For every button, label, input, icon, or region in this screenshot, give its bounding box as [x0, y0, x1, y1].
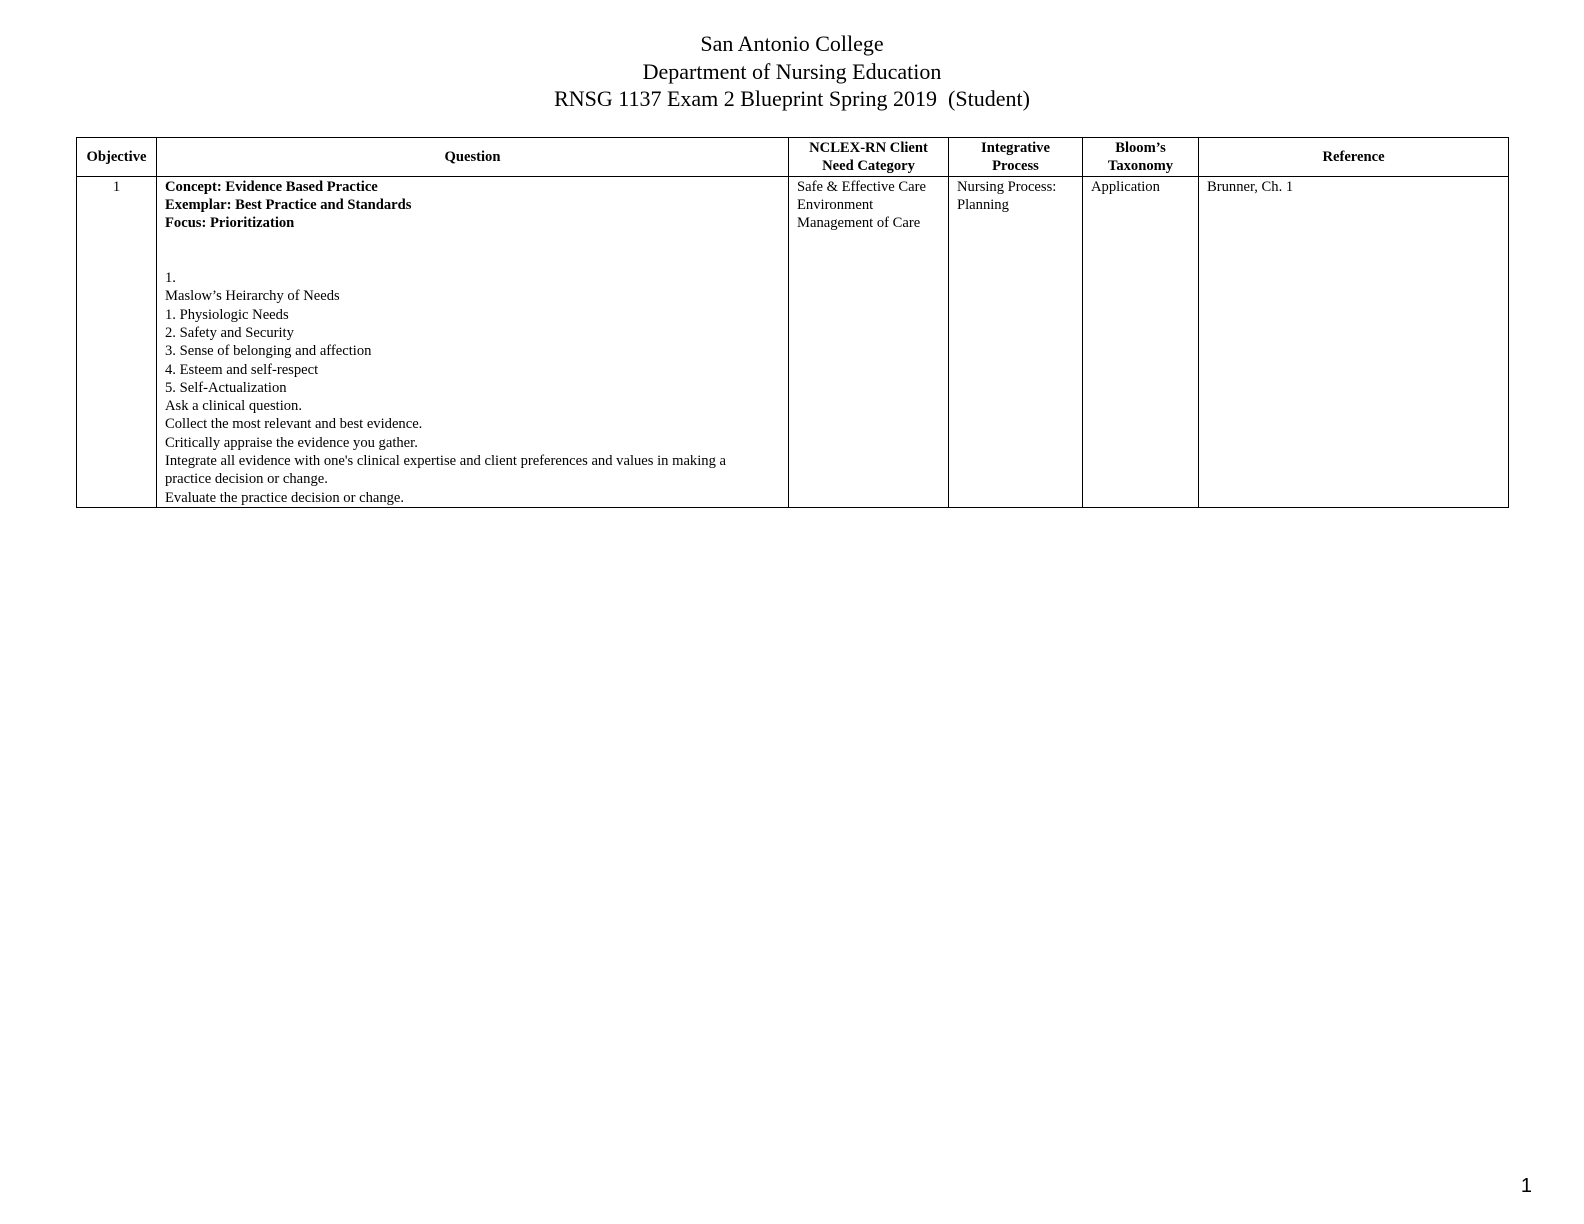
table-row [77, 176, 1509, 507]
question-line: Evaluate the practice decision or change. [165, 489, 405, 506]
col-header-objective: Objective [77, 138, 157, 177]
col-header-nclex: NCLEX-RN Client Need Category [789, 138, 949, 177]
question-line: 3. Sense of belonging and affection [165, 343, 372, 360]
cell-nclex-category: Safe & Effective Care Environment Management of Care [789, 176, 949, 507]
question-line: 2. Safety and Security [165, 324, 294, 341]
question-line: Collect the most relevant and best evidence. [165, 416, 423, 433]
col-header-blooms-taxonomy: Bloom’s Taxonomy [1083, 138, 1199, 177]
col-header-reference: Reference [1199, 138, 1509, 177]
question-exemplar: Exemplar: Best Practice and Standards [165, 196, 412, 213]
college-name: San Antonio College [700, 31, 884, 56]
question-focus: Focus: Prioritization [165, 215, 295, 232]
col-header-question: Question [157, 138, 789, 177]
page-number: 1 [1520, 1175, 1532, 1197]
cell-objective: 1 [77, 176, 157, 507]
document-header [0, 30, 1584, 113]
question-line: 5. Self-Actualization [165, 379, 287, 396]
question-line: practice decision or change. [165, 471, 328, 488]
cell-integrative-process: Nursing Process: Planning [949, 176, 1083, 507]
question-line: 1. Physiologic Needs [165, 306, 289, 323]
question-line: Maslow’s Heirarchy of Needs [165, 288, 340, 305]
col-header-integrative-process: Integrative Process [949, 138, 1083, 177]
question-line: Integrate all evidence with one's clinical expertise and client preferences and values in making a [165, 453, 727, 470]
question-line: 4. Esteem and self-respect [165, 361, 319, 378]
blueprint-table [76, 137, 1509, 508]
question-line: Ask a clinical question. [165, 398, 302, 415]
question-concept: Concept: Evidence Based Practice [165, 178, 378, 195]
cell-question [157, 176, 789, 507]
department-name: Department of Nursing Education [642, 58, 942, 84]
table-header-row [77, 138, 1509, 177]
document-title: RNSG 1137 Exam 2 Blueprint Spring 2019 (Student) [554, 86, 1030, 111]
cell-reference: Brunner, Ch. 1 [1199, 176, 1509, 507]
question-line: 1. [165, 270, 176, 287]
question-line: Critically appraise the evidence you gather. [165, 434, 418, 451]
cell-blooms-taxonomy: Application [1083, 176, 1199, 507]
